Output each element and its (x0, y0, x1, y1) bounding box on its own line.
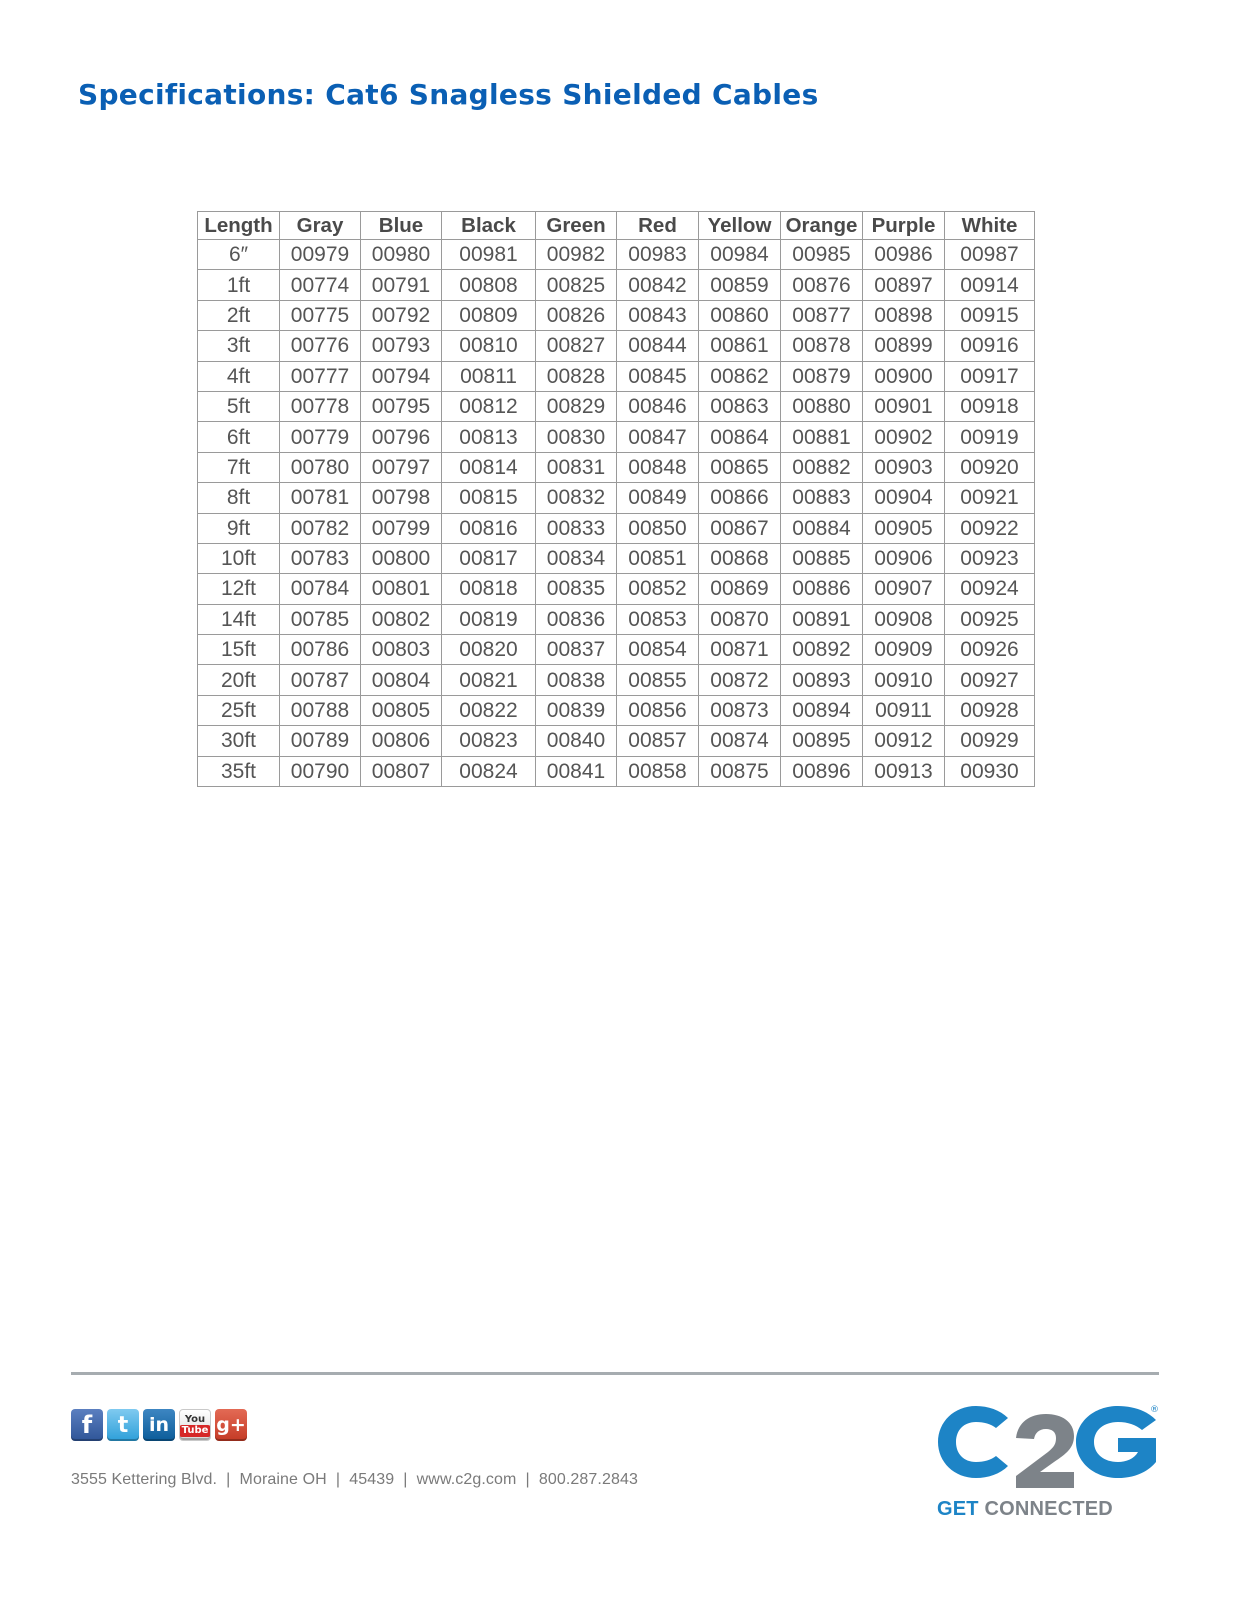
part-number-cell: 00779 (280, 422, 361, 452)
table-row (198, 331, 1035, 361)
part-number-cell: 00820 (442, 635, 536, 665)
google-plus-glyph: g+ (216, 1414, 246, 1436)
table-row (198, 543, 1035, 573)
part-number-cell: 00908 (863, 604, 945, 634)
part-number-cell: 00792 (361, 300, 442, 330)
part-number-cell: 00810 (442, 331, 536, 361)
length-cell: 6″ (198, 240, 280, 270)
part-number-cell: 00854 (617, 635, 699, 665)
part-number-cell: 00886 (781, 574, 863, 604)
part-number-cell: 00985 (781, 240, 863, 270)
part-number-cell: 00788 (280, 695, 361, 725)
part-number-cell: 00819 (442, 604, 536, 634)
part-number-cell: 00824 (442, 756, 536, 786)
part-number-cell: 00821 (442, 665, 536, 695)
part-number-cell: 00813 (442, 422, 536, 452)
part-number-cell: 00914 (945, 270, 1035, 300)
length-cell: 8ft (198, 483, 280, 513)
part-number-cell: 00862 (699, 361, 781, 391)
part-number-cell: 00835 (536, 574, 617, 604)
c2g-logo-mark (938, 1402, 1160, 1502)
part-number-cell: 00774 (280, 270, 361, 300)
table-row (198, 240, 1035, 270)
part-number-cell: 00847 (617, 422, 699, 452)
part-number-cell: 00852 (617, 574, 699, 604)
part-number-cell: 00778 (280, 391, 361, 421)
part-number-cell: 00911 (863, 695, 945, 725)
part-number-cell: 00913 (863, 756, 945, 786)
part-number-cell: 00817 (442, 543, 536, 573)
part-number-cell: 00926 (945, 635, 1035, 665)
part-number-cell: 00883 (781, 483, 863, 513)
length-cell: 3ft (198, 331, 280, 361)
part-number-cell: 00878 (781, 331, 863, 361)
part-number-cell: 00783 (280, 543, 361, 573)
part-number-cell: 00865 (699, 452, 781, 482)
table-row (198, 452, 1035, 482)
youtube-glyph-top: You (184, 1413, 206, 1425)
part-number-cell: 00828 (536, 361, 617, 391)
part-number-cell: 00830 (536, 422, 617, 452)
part-number-cell: 00784 (280, 574, 361, 604)
table-row (198, 574, 1035, 604)
part-number-cell: 00797 (361, 452, 442, 482)
spec-table (197, 211, 1035, 787)
table-body (198, 240, 1035, 787)
part-number-cell: 00923 (945, 543, 1035, 573)
part-number-cell: 00873 (699, 695, 781, 725)
part-number-cell: 00799 (361, 513, 442, 543)
part-number-cell: 00891 (781, 604, 863, 634)
google-plus-icon[interactable] (215, 1409, 247, 1441)
part-number-cell: 00834 (536, 543, 617, 573)
footer-divider (71, 1372, 1159, 1375)
part-number-cell: 00983 (617, 240, 699, 270)
part-number-cell: 00804 (361, 665, 442, 695)
part-number-cell: 00877 (781, 300, 863, 330)
part-number-cell: 00822 (442, 695, 536, 725)
part-number-cell: 00905 (863, 513, 945, 543)
part-number-cell: 00872 (699, 665, 781, 695)
part-number-cell: 00909 (863, 635, 945, 665)
part-number-cell: 00844 (617, 331, 699, 361)
column-header-red: Red (617, 212, 699, 240)
linkedin-icon[interactable] (143, 1409, 175, 1441)
part-number-cell: 00981 (442, 240, 536, 270)
part-number-cell: 00786 (280, 635, 361, 665)
part-number-cell: 00876 (781, 270, 863, 300)
part-number-cell: 00863 (699, 391, 781, 421)
part-number-cell: 00881 (781, 422, 863, 452)
length-cell: 14ft (198, 604, 280, 634)
part-number-cell: 00857 (617, 726, 699, 756)
part-number-cell: 00802 (361, 604, 442, 634)
part-number-cell: 00870 (699, 604, 781, 634)
part-number-cell: 00798 (361, 483, 442, 513)
part-number-cell: 00910 (863, 665, 945, 695)
part-number-cell: 00775 (280, 300, 361, 330)
part-number-cell: 00900 (863, 361, 945, 391)
page-title: Specifications: Cat6 Snagless Shielded Cables (78, 78, 819, 111)
part-number-cell: 00832 (536, 483, 617, 513)
part-number-cell: 00898 (863, 300, 945, 330)
part-number-cell: 00831 (536, 452, 617, 482)
logo-tagline (937, 1498, 1159, 1521)
part-number-cell: 00899 (863, 331, 945, 361)
part-number-cell: 00845 (617, 361, 699, 391)
column-header-yellow: Yellow (699, 212, 781, 240)
part-number-cell: 00984 (699, 240, 781, 270)
part-number-cell: 00902 (863, 422, 945, 452)
table-row (198, 513, 1035, 543)
part-number-cell: 00907 (863, 574, 945, 604)
youtube-icon[interactable] (179, 1409, 211, 1441)
part-number-cell: 00842 (617, 270, 699, 300)
part-number-cell: 00796 (361, 422, 442, 452)
part-number-cell: 00856 (617, 695, 699, 725)
part-number-cell: 00780 (280, 452, 361, 482)
youtube-glyph-bottom: Tube (179, 1425, 211, 1437)
tagline-connected: CONNECTED (978, 1498, 1113, 1520)
table-row (198, 422, 1035, 452)
part-number-cell: 00917 (945, 361, 1035, 391)
table-row (198, 300, 1035, 330)
part-number-cell: 00871 (699, 635, 781, 665)
part-number-cell: 00929 (945, 726, 1035, 756)
part-number-cell: 00915 (945, 300, 1035, 330)
part-number-cell: 00921 (945, 483, 1035, 513)
part-number-cell: 00892 (781, 635, 863, 665)
table-row (198, 604, 1035, 634)
part-number-cell: 00791 (361, 270, 442, 300)
part-number-cell: 00924 (945, 574, 1035, 604)
part-number-cell: 00803 (361, 635, 442, 665)
part-number-cell: 00841 (536, 756, 617, 786)
table-row (198, 695, 1035, 725)
column-header-black: Black (442, 212, 536, 240)
part-number-cell: 00827 (536, 331, 617, 361)
part-number-cell: 00903 (863, 452, 945, 482)
part-number-cell: 00781 (280, 483, 361, 513)
part-number-cell: 00829 (536, 391, 617, 421)
part-number-cell: 00906 (863, 543, 945, 573)
length-cell: 1ft (198, 270, 280, 300)
social-links (71, 1409, 247, 1441)
table-row (198, 391, 1035, 421)
registered-mark: ® (1150, 1405, 1159, 1415)
part-number-cell: 00868 (699, 543, 781, 573)
part-number-cell: 00785 (280, 604, 361, 634)
part-number-cell: 00859 (699, 270, 781, 300)
linkedin-glyph: in (148, 1414, 170, 1436)
length-cell: 9ft (198, 513, 280, 543)
part-number-cell: 00826 (536, 300, 617, 330)
part-number-cell: 00919 (945, 422, 1035, 452)
part-number-cell: 00858 (617, 756, 699, 786)
part-number-cell: 00782 (280, 513, 361, 543)
part-number-cell: 00895 (781, 726, 863, 756)
tagline-get: GET (937, 1498, 979, 1520)
part-number-cell: 00812 (442, 391, 536, 421)
part-number-cell: 00825 (536, 270, 617, 300)
part-number-cell: 00869 (699, 574, 781, 604)
part-number-cell: 00922 (945, 513, 1035, 543)
part-number-cell: 00987 (945, 240, 1035, 270)
facebook-glyph: f (81, 1411, 93, 1439)
column-header-green: Green (536, 212, 617, 240)
column-header-blue: Blue (361, 212, 442, 240)
part-number-cell: 00800 (361, 543, 442, 573)
part-number-cell: 00894 (781, 695, 863, 725)
column-header-white: White (945, 212, 1035, 240)
part-number-cell: 00848 (617, 452, 699, 482)
length-cell: 30ft (198, 726, 280, 756)
table-row (198, 756, 1035, 786)
part-number-cell: 00861 (699, 331, 781, 361)
table-header-row (198, 212, 1035, 240)
part-number-cell: 00864 (699, 422, 781, 452)
part-number-cell: 00885 (781, 543, 863, 573)
part-number-cell: 00880 (781, 391, 863, 421)
column-header-purple: Purple (863, 212, 945, 240)
part-number-cell: 00980 (361, 240, 442, 270)
part-number-cell: 00793 (361, 331, 442, 361)
part-number-cell: 00866 (699, 483, 781, 513)
part-number-cell: 00927 (945, 665, 1035, 695)
part-number-cell: 00849 (617, 483, 699, 513)
part-number-cell: 00809 (442, 300, 536, 330)
part-number-cell: 00879 (781, 361, 863, 391)
part-number-cell: 00808 (442, 270, 536, 300)
twitter-glyph: t (117, 1412, 129, 1438)
table-row (198, 270, 1035, 300)
part-number-cell: 00916 (945, 331, 1035, 361)
part-number-cell: 00874 (699, 726, 781, 756)
part-number-cell: 00833 (536, 513, 617, 543)
part-number-cell: 00787 (280, 665, 361, 695)
table-row (198, 483, 1035, 513)
part-number-cell: 00837 (536, 635, 617, 665)
length-cell: 4ft (198, 361, 280, 391)
table-row (198, 665, 1035, 695)
part-number-cell: 00912 (863, 726, 945, 756)
part-number-cell: 00840 (536, 726, 617, 756)
part-number-cell: 00846 (617, 391, 699, 421)
table-row (198, 726, 1035, 756)
part-number-cell: 00860 (699, 300, 781, 330)
length-cell: 20ft (198, 665, 280, 695)
length-cell: 10ft (198, 543, 280, 573)
facebook-icon[interactable] (71, 1409, 103, 1441)
table-row (198, 361, 1035, 391)
part-number-cell: 00815 (442, 483, 536, 513)
part-number-cell: 00867 (699, 513, 781, 543)
twitter-icon[interactable] (107, 1409, 139, 1441)
part-number-cell: 00882 (781, 452, 863, 482)
part-number-cell: 00807 (361, 756, 442, 786)
part-number-cell: 00896 (781, 756, 863, 786)
table-row (198, 635, 1035, 665)
length-cell: 35ft (198, 756, 280, 786)
part-number-cell: 00838 (536, 665, 617, 695)
part-number-cell: 00897 (863, 270, 945, 300)
part-number-cell: 00795 (361, 391, 442, 421)
part-number-cell: 00818 (442, 574, 536, 604)
part-number-cell: 00928 (945, 695, 1035, 725)
part-number-cell: 00816 (442, 513, 536, 543)
part-number-cell: 00855 (617, 665, 699, 695)
part-number-cell: 00875 (699, 756, 781, 786)
part-number-cell: 00930 (945, 756, 1035, 786)
part-number-cell: 00851 (617, 543, 699, 573)
part-number-cell: 00777 (280, 361, 361, 391)
part-number-cell: 00884 (781, 513, 863, 543)
part-number-cell: 00811 (442, 361, 536, 391)
part-number-cell: 00901 (863, 391, 945, 421)
length-cell: 12ft (198, 574, 280, 604)
part-number-cell: 00925 (945, 604, 1035, 634)
column-header-length: Length (198, 212, 280, 240)
part-number-cell: 00794 (361, 361, 442, 391)
part-number-cell: 00836 (536, 604, 617, 634)
part-number-cell: 00853 (617, 604, 699, 634)
part-number-cell: 00893 (781, 665, 863, 695)
part-number-cell: 00801 (361, 574, 442, 604)
length-cell: 5ft (198, 391, 280, 421)
length-cell: 2ft (198, 300, 280, 330)
part-number-cell: 00843 (617, 300, 699, 330)
part-number-cell: 00776 (280, 331, 361, 361)
part-number-cell: 00839 (536, 695, 617, 725)
part-number-cell: 00789 (280, 726, 361, 756)
part-number-cell: 00805 (361, 695, 442, 725)
part-number-cell: 00850 (617, 513, 699, 543)
length-cell: 6ft (198, 422, 280, 452)
length-cell: 7ft (198, 452, 280, 482)
part-number-cell: 00823 (442, 726, 536, 756)
column-header-orange: Orange (781, 212, 863, 240)
part-number-cell: 00979 (280, 240, 361, 270)
part-number-cell: 00814 (442, 452, 536, 482)
part-number-cell: 00806 (361, 726, 442, 756)
footer-address: 3555 Kettering Blvd. | Moraine OH | 45439 | www.c2g.com | 800.287.2843 (71, 1471, 638, 1488)
part-number-cell: 00982 (536, 240, 617, 270)
length-cell: 25ft (198, 695, 280, 725)
part-number-cell: 00986 (863, 240, 945, 270)
column-header-gray: Gray (280, 212, 361, 240)
part-number-cell: 00904 (863, 483, 945, 513)
part-number-cell: 00790 (280, 756, 361, 786)
part-number-cell: 00918 (945, 391, 1035, 421)
length-cell: 15ft (198, 635, 280, 665)
part-number-cell: 00920 (945, 452, 1035, 482)
